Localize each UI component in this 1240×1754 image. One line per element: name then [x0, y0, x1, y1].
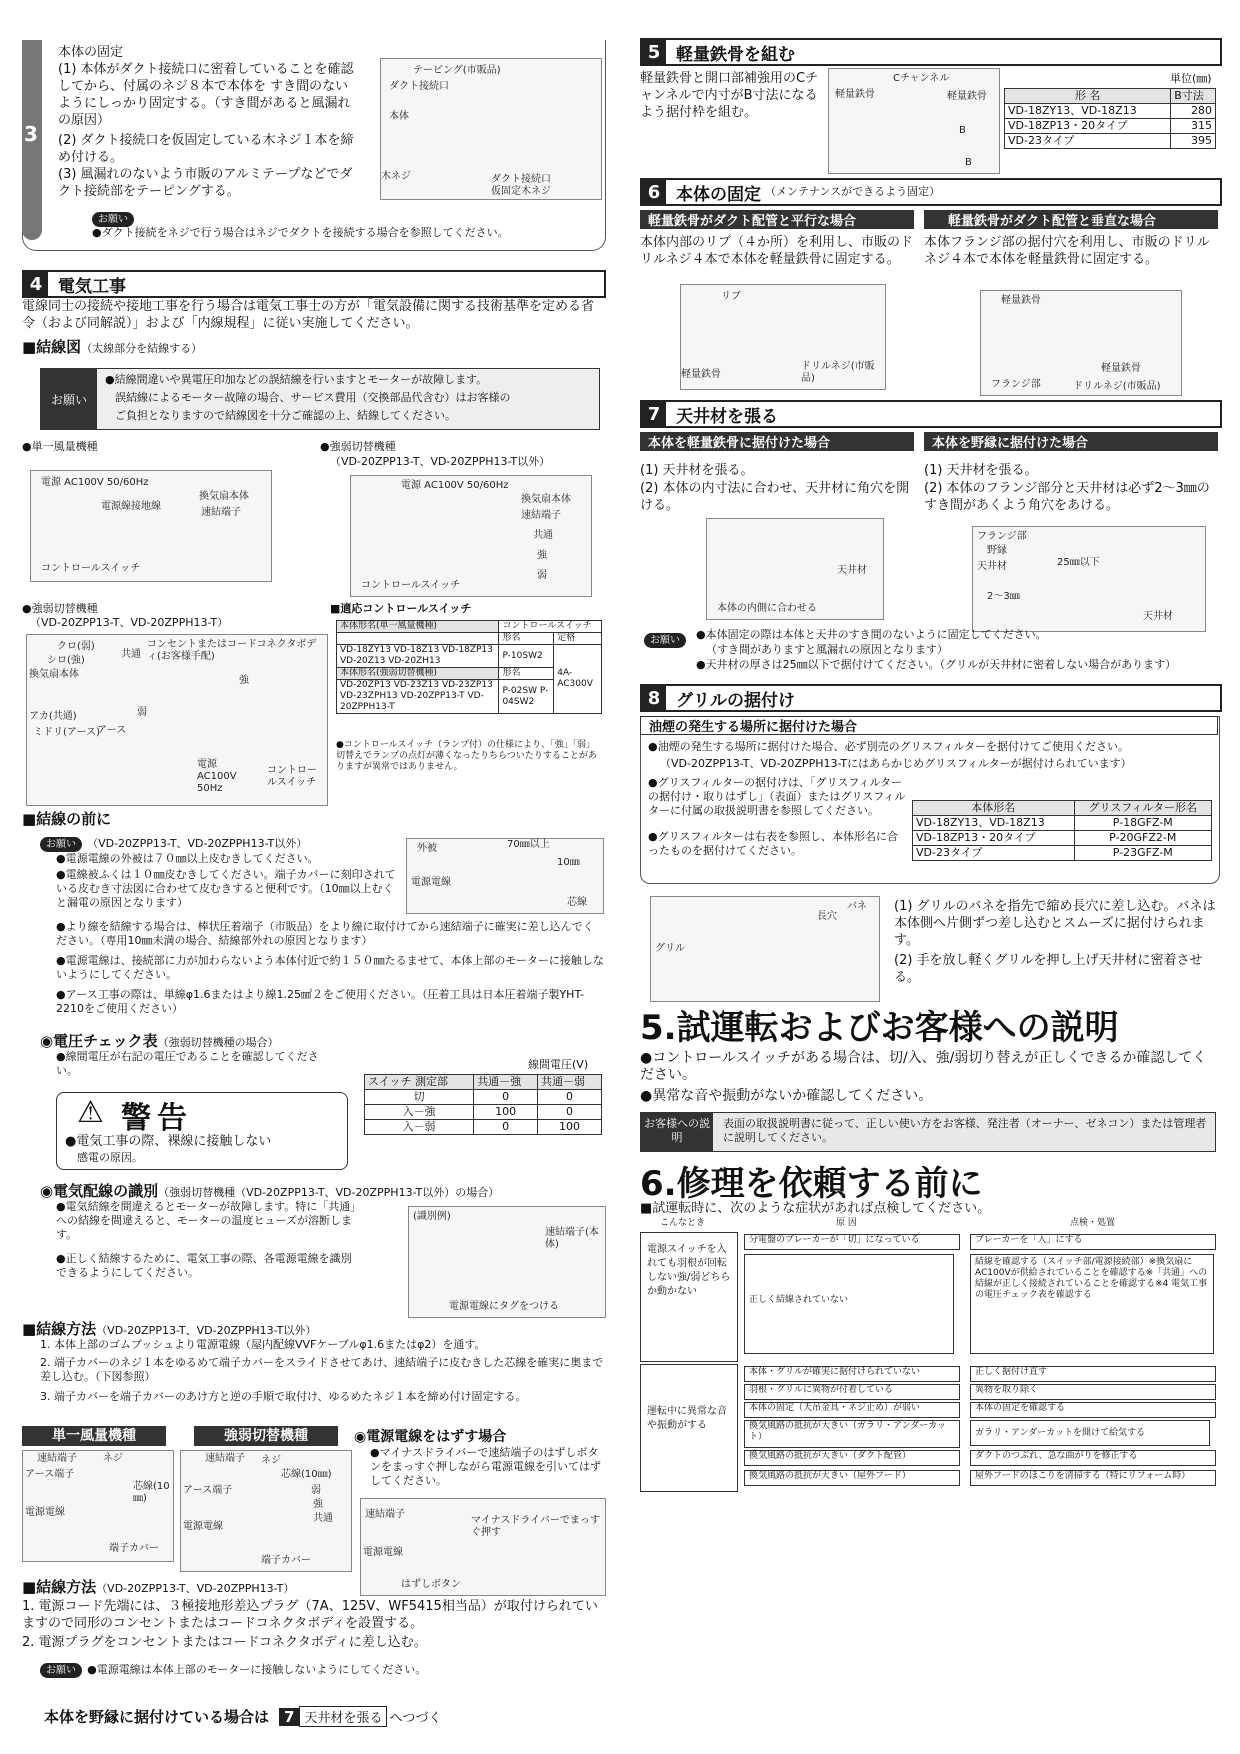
vt-r2c1: 0 [474, 1120, 538, 1135]
remove-text: ●マイナスドライバーで速結端子のはずしボタンをまっすぐ押しながら電源電線を引いてはずしてください。 [370, 1446, 601, 1487]
section6-sub: （メンテナンスができるよう固定） [765, 185, 941, 198]
gf-r2c0: VD-23タイプ [913, 846, 1075, 861]
c6-h1: こんなとき [660, 1218, 706, 1228]
d1-wire: 電源線 [101, 501, 131, 512]
c5-item-2: ●異常な音や振動がないか確認してください。 [640, 1088, 933, 1104]
footer-tail: へつづく [389, 1711, 442, 1726]
m2-core: 芯線(10㎜) [281, 1469, 332, 1480]
s6-text-parallel: 本体内部のリブ（４か所）を利用し、市販のドリルネジ４本で本体を軽量鉄骨に固定する。 [640, 235, 914, 267]
d3-switch: コントロールスイッチ [267, 765, 317, 788]
s5t-r0c1: 280 [1171, 104, 1216, 119]
s6-header-perpendicular: 軽量鉄骨がダクト配管と垂直な場合 [924, 210, 1218, 229]
vt-r1c1: 100 [474, 1105, 538, 1120]
s7d2-25: 25㎜以下 [1057, 557, 1100, 568]
ident-example: (識別例) [413, 1211, 451, 1222]
m2-earth: アース端子 [183, 1485, 233, 1496]
d2-power: 電源 AC100V 50/60Hz [401, 480, 509, 491]
section5-text: 軽量鉄骨と開口部補強用のCチャンネルで内寸がB寸法になるよう据付枠を組む。 [640, 71, 819, 120]
before-item-1: ●電源電線の外被は７０㎜以上皮むきしてください。 [56, 852, 319, 865]
m1-core: 芯線(10㎜) [133, 1481, 170, 1504]
s6-text-perpendicular: 本体フランジ部の据付穴を利用し、市販のドリルネジ４本で本体を軽量鉄骨に固定する。 [924, 235, 1210, 267]
method-diagram-single [22, 1450, 174, 1562]
m2-weak: 弱 [311, 1485, 321, 1496]
section4-header [22, 270, 606, 298]
st-r1m: P-10SW2 [499, 645, 554, 668]
s5-b1: B [959, 125, 966, 136]
d2-sub: （VD-20ZPP13-T、VD-20ZPPH13-T以外） [330, 455, 551, 468]
m2-cover: 端子カバー [261, 1555, 311, 1566]
warning-sub: 感電の原因。 [77, 1151, 143, 1164]
d2-body: 換気扇本体 [521, 494, 571, 505]
kessen-onegai-line3: ご負担となりますので結線図を十分ご確認の上、結線してください。 [115, 409, 456, 422]
section3-diagram [380, 58, 602, 200]
section7-title: 天井材を張る [676, 406, 778, 427]
s5t-r1c0: VD-18ZP13・20タイプ [1005, 119, 1171, 134]
s7-noen-2: (2) 本体のフランジ部分と天井材は必ず2～3㎜のすき間があくよう角穴をあける。 [924, 481, 1210, 513]
m2-wire: 電源電線 [183, 1521, 223, 1532]
section5-num: 5 [642, 40, 666, 64]
d3-green: ミドリ(アース) [33, 727, 101, 738]
s8-item-1: ●油煙の発生する場所に据付けた場合、必ず別売のグリスフィルターを据付けてご使用ください。 [648, 740, 1130, 753]
section4-intro: 電線同士の接続や接地工事を行う場合は電気工事士の方が「電気設備に関する技術基準を定める省令（および同解説）」および「内線規程」に従い実施してください。 [22, 299, 595, 331]
d1-power: 電源 AC100V 50/60Hz [41, 477, 149, 488]
label-wood-screw: 木ネジ [381, 171, 411, 182]
trouble-r0-fix: ブレーカーを「入」にする [970, 1234, 1216, 1250]
m3-button: はずしボタン [401, 1579, 461, 1590]
before-item-2: ●電線被ふくは１０㎜皮むきしてください。端子カバーに刻印されている皮むき寸法図に合わせて皮むきすると便利です。（10㎜以上むくと漏電の原因となります） [56, 868, 396, 909]
d2-common: 共通 [533, 530, 553, 541]
s7d2-ceiling-2: 天井材 [1143, 611, 1173, 622]
voltage-table [364, 1074, 602, 1135]
ident-title: ◉電気配線の識別（強弱切替機種（VD-20ZPP13-T、VD-20ZPPH13-T以外）の場合） [40, 1182, 500, 1200]
strip-10: 10㎜ [557, 857, 580, 868]
grill-diagram [650, 896, 880, 1002]
s5-b2: B [965, 157, 972, 168]
s6-diagram-parallel [680, 284, 886, 390]
section6-header [640, 178, 1222, 206]
trouble-r1-fix: 結線を確認する（スイッチ部/電源接続部）※換気扇にAC100Vが供給されていることを確認する※「共通」への結線が正しく接続されていることを確認する※4 電気工事 の電圧チェック表を確認する [970, 1254, 1214, 1354]
method2-item-2: 2. 電源プラグをコンセントまたはコードコネクタボディに差し込む。 [22, 1635, 427, 1650]
m3-wire: 電源電線 [363, 1547, 403, 1558]
vt-r0c2: 0 [538, 1090, 602, 1105]
trouble-r6-cause: 換気風路の抵抗が大きい（ダクト配管） [744, 1450, 960, 1466]
s5-steel-2: 軽量鉄骨 [947, 91, 987, 102]
remove-diagram [360, 1498, 606, 1596]
gf-th1: 本体形名 [913, 801, 1075, 816]
strip-70: 70㎜以上 [507, 839, 550, 850]
s7-header-steel: 本体を軽量鉄骨に据付けた場合 [640, 432, 914, 451]
grill-spring: バネ [847, 901, 867, 912]
s7-noen-1: (1) 天井材を張る。 [924, 463, 1038, 478]
s6d2-steel-2: 軽量鉄骨 [1101, 363, 1141, 374]
section6-title: 本体の固定 [676, 184, 761, 205]
kessen-onegai-line2: 誤結線によるモーター故障の場合、サービス費用（交換部品代含む）はお客様の [115, 391, 511, 404]
volt-title: ◉電圧チェック表（強弱切替機種の場合） [40, 1032, 279, 1050]
st-h2: コントロールスイッチ [499, 621, 602, 633]
c5-explain-box [640, 1112, 1216, 1152]
before-title: ■結線の前に [22, 810, 112, 828]
label-taping: テーピング(市販品) [413, 65, 501, 76]
section5-diagram [828, 68, 1000, 174]
st-r2: VD-20ZP13 VD-23Z13 VD-23ZP13 VD-23ZPH13 VD-20ZPP13-T VD-20ZPPH13-T [337, 680, 499, 714]
kessen-onegai-line1: ●結線間違いや異電圧印加などの誤結線を行いますとモーターが故障します。 [105, 373, 488, 386]
trouble-r1-cause: 正しく結線されていない [744, 1254, 954, 1354]
gf-r0c0: VD-18ZY13、VD-18Z13 [913, 816, 1075, 831]
d3-strong: 強 [239, 675, 249, 686]
trouble-r5-cause: 換気風路の抵抗が大きい（ガラリ・アンダーカット） [744, 1420, 960, 1448]
section4-num: 4 [24, 272, 48, 296]
remove-title: ◉電源電線をはずす場合 [354, 1429, 507, 1445]
method2-onegai: お願い ●電源電線は本体上部のモーターに接触しないようにしてください。 [40, 1658, 426, 1678]
d2-switch: コントロールスイッチ [361, 580, 461, 591]
gf-r1c0: VD-18ZP13・20タイプ [913, 831, 1075, 846]
section3-title: 本体の固定 [58, 45, 124, 60]
footer-line [44, 1706, 441, 1727]
s7d2-gap: 2～3㎜ [987, 591, 1020, 602]
s5t-r2c1: 395 [1171, 134, 1216, 149]
footer-num: 7 [279, 1708, 299, 1726]
switch-table-title: ■適応コントロールスイッチ [330, 602, 472, 615]
s8-subheader: 油煙の発生する場所に据付けた場合 [640, 716, 1218, 735]
s7-note-1: ●本体固定の際は本体と天井のすき間のないように固定してください。 [696, 628, 1047, 641]
m1-screw: ネジ [103, 1453, 123, 1464]
gf-th2: グリスフィルター形名 [1074, 801, 1211, 816]
s5t-h2: B寸法 [1171, 89, 1216, 104]
method-item-3: 3. 端子カバーを端子カバーのあけ方と逆の手順で取付け、ゆるめたネジ１本を締め付け固定する。 [40, 1390, 527, 1403]
section5-unit: 単位(㎜) [1170, 72, 1212, 85]
s7d1-ceiling: 天井材 [837, 565, 867, 576]
s7-header-noen: 本体を野縁に据付けた場合 [924, 432, 1218, 451]
d1-ground: 接地線 [131, 501, 161, 512]
s6d1-steel: 軽量鉄骨 [681, 369, 721, 380]
d3-body: 換気扇本体 [29, 669, 79, 680]
vt-r2c0: 入－弱 [365, 1120, 474, 1135]
grill-label: グリル [655, 943, 685, 954]
ident-item-2: ●正しく結線するために、電気工事の際、各電源電線を識別できるようにしてください。 [56, 1252, 352, 1279]
method-title: ■結線方法（VD-20ZPP13-T、VD-20ZPPH13-T以外） [22, 1320, 317, 1338]
gf-r1c1: P-20GFZ2-M [1074, 831, 1211, 846]
gf-r0c1: P-18GFZ-M [1074, 816, 1211, 831]
c6-h2: 原 因 [836, 1218, 857, 1228]
vt-r0c1: 0 [474, 1090, 538, 1105]
section4-title: 電気工事 [58, 276, 126, 297]
section3-item-3: (3) 風漏れのないよう市販のアルミテープなどでダクト接続部をテーピングする。 [58, 167, 353, 199]
c5-box-label: お客様への説明 [641, 1113, 713, 1151]
c5-item-1: ●コントロールスイッチがある場合は、切/入、強/弱切り替えが正しくできるか確認してください。 [640, 1050, 1207, 1083]
before-onegai: お願い （VD-20ZPP13-T、VD-20ZPPH13-T以外） [40, 832, 307, 852]
s8-step-2: (2) 手を放し軽くグリルを押し上げ天井材に密着させる。 [894, 953, 1203, 985]
d3-sub: （VD-20ZPP13-T、VD-20ZPPH13-T） [30, 616, 229, 629]
before-item-5: ●アース工事の際は、単線φ1.6またはより線1.25㎟２をご使用ください。（圧着工具は日本圧着端子製YHT-2210をご使用ください） [56, 988, 585, 1015]
s6-diagram-perpendicular [980, 290, 1182, 396]
m2-strong: 強 [313, 1499, 323, 1510]
s7-steel-2: (2) 本体の内寸法に合わせ、天井材に角穴を開ける。 [640, 481, 910, 513]
section6-num: 6 [642, 180, 666, 204]
method2-title: ■結線方法（VD-20ZPP13-T、VD-20ZPPH13-T） [22, 1578, 295, 1596]
vt-h0: スイッチ 測定部 [365, 1075, 474, 1090]
s5t-r2c0: VD-23タイプ [1005, 134, 1171, 149]
kessen-onegai-label: お願い [41, 369, 97, 429]
section3-note: ●ダクト接続をネジで行う場合はネジでダクトを接続する場合を参照してください。 [92, 226, 509, 239]
method-item-1: 1. 本体上部のゴムブッシュより電源電線（屋内配線VVFケーブルφ1.6またはφ2）を通す。 [40, 1338, 486, 1351]
m3-terminal: 速結端子 [365, 1509, 405, 1520]
s7d2-noen: 野縁 [987, 545, 1007, 556]
st-r1: VD-18ZY13 VD-18Z13 VD-18ZP13 VD-20Z13 VD-20ZH13 [337, 645, 499, 668]
section5-title: 軽量鉄骨を組む [676, 44, 795, 65]
st-r2m: P-02SW P-04SW2 [499, 680, 554, 714]
section5-header [640, 38, 1222, 66]
m2-screw: ネジ [261, 1455, 281, 1466]
s6d1-rib: リブ [721, 291, 741, 302]
vt-r2c2: 100 [538, 1120, 602, 1135]
gf-r2c1: P-23GFZ-M [1074, 846, 1211, 861]
s7d1-align: 本体の内側に合わせる [717, 603, 817, 614]
c6-h3: 点検・処置 [1070, 1218, 1116, 1228]
method-diagram-switch [180, 1450, 352, 1572]
chapter5-title: 5.試運転およびお客様への説明 [640, 1008, 1119, 1048]
vt-r1c0: 入－強 [365, 1105, 474, 1120]
trouble-r3-cause: 羽根・グリルに異物が付着している [744, 1384, 960, 1400]
d3-title: ●強弱切替機種 [22, 602, 98, 615]
m2-common: 共通 [313, 1513, 333, 1524]
vt-r1c2: 0 [538, 1105, 602, 1120]
d3-red: アカ(共通) [29, 711, 77, 722]
tab-single: 単一風量機種 [22, 1426, 166, 1446]
kessen-title: ■結線図（太線部分を結線する） [22, 338, 203, 356]
s7-note-3: ●天井材の厚さは25㎜以下で据付けてください。（グリルが天井材に密着しない場合があります） [696, 658, 1177, 671]
s6-header-parallel: 軽量鉄骨がダクト配管と平行な場合 [640, 210, 914, 229]
tab-switch: 強弱切替機種 [194, 1426, 338, 1446]
section7-header [640, 400, 1222, 428]
d1-switch: コントロールスイッチ [41, 563, 141, 574]
wiring-diagram-switch [350, 475, 592, 597]
wiring-diagram-single [30, 470, 272, 582]
volt-text: ●線間電圧が右記の電圧であることを確認してください。 [56, 1050, 319, 1077]
d3-white: シロ(強) [47, 655, 85, 666]
volt-unit: 線間電圧(V) [528, 1058, 589, 1071]
s6d2-flange: フランジ部 [991, 379, 1041, 390]
vt-h2: 共通－弱 [538, 1075, 602, 1090]
warning-text: ●電気工事の際、裸線に接触しない [65, 1134, 272, 1149]
d3-common: 共通 [121, 649, 141, 660]
s7-diagram-steel [706, 518, 884, 620]
st-h4: 定格 [554, 633, 602, 645]
trouble-r7-fix: 屋外フードのほこりを清掃する（特にリフォーム時） [970, 1470, 1216, 1486]
s5-steel-1: 軽量鉄骨 [835, 89, 875, 100]
m1-terminal: 速結端子 [37, 1453, 77, 1464]
s8-item-2: （VD-20ZPP13-T、VD-20ZPPH13-Tにはあらかじめグリスフィルターが据付けられています） [660, 757, 1132, 770]
warning-box [56, 1092, 348, 1170]
vt-r0c0: 切 [365, 1090, 474, 1105]
d2-strong: 強 [537, 550, 547, 561]
s6d1-screw: ドリルネジ(市販品) [801, 361, 875, 384]
s6d2-screw: ドリルネジ(市販品) [1073, 381, 1161, 392]
s5-c-channel: Cチャンネル [893, 73, 950, 84]
vt-h1: 共通－強 [474, 1075, 538, 1090]
s7-steel-1: (1) 天井材を張る。 [640, 463, 754, 478]
section3-onegai: お願い [92, 207, 134, 227]
chapter6-title: 6.修理を依頼する前に [640, 1164, 983, 1204]
grill-slot: 長穴 [817, 911, 837, 922]
trouble-r0-cause: 分電盤のブレーカーが「切」になっている [744, 1234, 960, 1250]
s7-onegai: お願い [644, 628, 686, 648]
m2-terminal: 速結端子 [205, 1453, 245, 1464]
kessen-onegai-box [40, 368, 600, 430]
before-item-3: ●より線を結線する場合は、棒状圧着端子（市販品）をより線に取付けてから速結端子に確実に差し込んでください。（専用10㎜未満の場合、結線部外れの原因となります） [56, 920, 594, 947]
d2-title: ●強弱切替機種 [320, 440, 396, 453]
s7-diagram-noen [972, 526, 1206, 632]
strip-core: 芯線 [567, 897, 587, 908]
wiring-diagram-switch-plug [26, 634, 328, 806]
switch-table-note: ●コントロールスイッチ（ランプ付）の仕様により、「強」「弱」切替えでランプの点灯が薄くなったりちらついたりすることがありますが異常ではありません。 [336, 740, 597, 772]
trouble-group-2: 運転中に異常な音や振動がする [640, 1364, 738, 1492]
ident-terminal: 速結端子(本体) [545, 1227, 599, 1250]
section8-title: グリルの据付け [676, 690, 795, 711]
trouble-r2-cause: 本体・グリルが確実に据付けられていない [744, 1366, 960, 1382]
label-temp-screw: 仮固定木ネジ [491, 186, 551, 197]
label-duct-port: ダクト接続口 [389, 81, 449, 92]
s5t-r1c1: 315 [1171, 119, 1216, 134]
st-h1: 本体形名(単一風量機種) [337, 621, 499, 633]
section5-table [1004, 88, 1216, 149]
label-body: 本体 [389, 111, 409, 122]
st-rating: 4A-AC300V [554, 645, 602, 714]
ident-diagram [408, 1206, 606, 1318]
d3-power: 電源 AC100V 50Hz [197, 759, 237, 794]
ident-tag: 電源電線にタグをつける [449, 1301, 559, 1312]
s8-item-4: ●グリスフィルターは右表を参照し、本体形名に合ったものを据付けてください。 [648, 830, 899, 857]
m1-wire: 電源電線 [25, 1507, 65, 1518]
s8-step-1: (1) グリルのバネを指先で縮め長穴に差し込む。バネは本体側へ片側ずつ差し込むとスムーズに据付けられます。 [894, 899, 1216, 948]
c6-sub: ■試運転時に、次のような症状があれば点検してください。 [640, 1201, 991, 1216]
warning-icon: ⚠ [77, 1095, 104, 1130]
st-h5: 本体形名(強弱切替機種) [337, 668, 499, 680]
section7-num: 7 [642, 402, 666, 426]
trouble-r4-fix: 本体の固定を確認する [970, 1402, 1216, 1418]
trouble-r7-cause: 換気風路の抵抗が大きい（屋外フード） [744, 1470, 960, 1486]
before-item-4: ●電源電線は、接続部に力が加わらないよう本体付近で約１５０㎜たるませて、本体上部のモーターに接触しないようにしてください。 [56, 954, 604, 981]
m3-driver: マイナスドライバーでまっすぐ押す [471, 1515, 600, 1538]
c5-box-text: 表面の取扱説明書に従って、正しい使い方をお客様、発注者（オーナー、ゼネコン）または管理者に説明してください。 [723, 1117, 1207, 1144]
m1-earth: アース端子 [25, 1469, 75, 1480]
d1-body: 換気扇本体 [199, 491, 249, 502]
s5t-h1: 形 名 [1005, 89, 1171, 104]
d1-terminal: 速結端子 [201, 507, 241, 518]
s6d2-steel-1: 軽量鉄骨 [1001, 295, 1041, 306]
trouble-r5-fix: ガラリ・アンダーカットを開けて給気する [970, 1420, 1210, 1446]
section3-item-1: (1) 本体がダクト接続口に密着していることを確認してから、付属のネジ８本で本体を すき間のないようにしっかり固定する。（すき間があると風漏れの原因） [58, 62, 354, 128]
warning-title: 警告 [121, 1101, 193, 1136]
d3-weak: 弱 [137, 707, 147, 718]
d3-earth: アース [97, 725, 127, 736]
method2-item-1: 1. 電源コード先端には、３極接地形差込プラグ（7A、125V、WF5415相当品）が取付けられていますので同形のコンセントまたはコードコネクタボディを設置する。 [22, 1599, 598, 1631]
s8-item-3: ●グリスフィルターの据付けは、「グリスフィルターの据付け・取りはずし」（表面）またはグリスフィルターに付属の取扱説明書を参照してください。 [648, 776, 906, 817]
d2-weak: 弱 [537, 570, 547, 581]
strip-diagram [406, 838, 604, 914]
ident-item-1: ●電気結線を間違えるとモーターが故障します。特に「共通」への結線を間違えると、モーターの温度ヒューズが溶断します。 [56, 1200, 356, 1241]
trouble-group-1: 電源スイッチを入れても羽根が回転しない強/弱どちらか動かない [640, 1232, 738, 1362]
st-h6: 形名 [499, 668, 554, 680]
s7d2-ceiling-1: 天井材 [977, 561, 1007, 572]
trouble-r2-fix: 正しく据付け直す [970, 1366, 1216, 1382]
s5t-r0c0: VD-18ZY13、VD-18Z13 [1005, 104, 1171, 119]
grease-filter-table [912, 800, 1212, 861]
section8-header [640, 684, 1222, 712]
method-item-2: 2. 端子カバーのネジ１本をゆるめて端子カバーをスライドさせてあけ、速結端子に皮むきした芯線を確実に奥まで差し込む。（下図参照） [40, 1356, 604, 1383]
d3-outlet: コンセントまたはコードコネクタボディ(お客様手配) [147, 639, 317, 662]
trouble-r6-fix: ダクトのつぶれ、急な曲がりを修正する [970, 1450, 1216, 1466]
strip-outer: 外被 [417, 843, 437, 854]
d3-black: クロ(弱) [57, 641, 95, 652]
d1-title: ●単一風量機種 [22, 440, 98, 453]
s7-note-2: （すき間がありますと風漏れの原因となります） [706, 643, 948, 656]
d2-terminal: 速結端子 [521, 510, 561, 521]
footer-text: 本体を野縁に据付けている場合は [44, 1708, 270, 1726]
strip-wire: 電源電線 [411, 877, 451, 888]
section3-side-num: 3 [24, 122, 38, 146]
st-h3: 形名 [499, 633, 554, 645]
footer-box: 天井材を張る [299, 1706, 387, 1727]
label-duct-port-2: ダクト接続口 [491, 174, 551, 185]
section3-item-2: (2) ダクト接続口を仮固定している木ネジ１本を締め付ける。 [58, 133, 354, 165]
switch-table [336, 620, 602, 714]
trouble-r3-fix: 異物を取り除く [970, 1384, 1216, 1400]
section8-num: 8 [642, 686, 666, 710]
m1-cover: 端子カバー [109, 1543, 159, 1554]
trouble-r4-cause: 本体の固定（天吊金具・ネジ止め）が弱い [744, 1402, 960, 1418]
s7d2-flange: フランジ部 [977, 531, 1027, 542]
